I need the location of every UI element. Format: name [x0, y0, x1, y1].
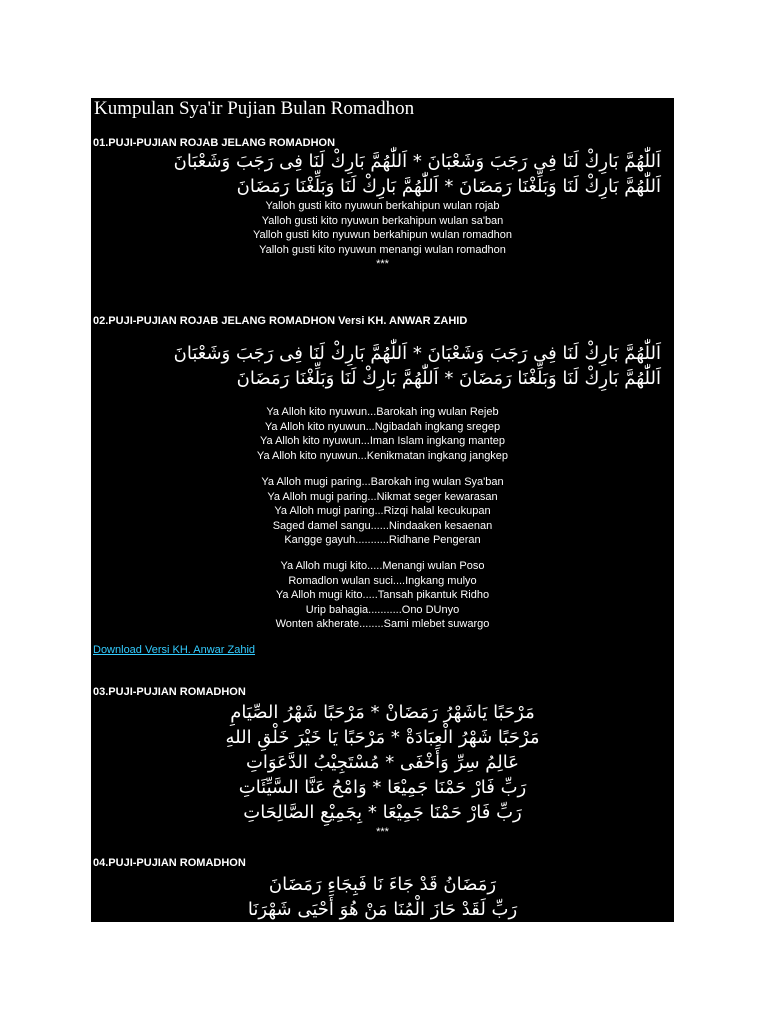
- separator: ***: [376, 258, 389, 270]
- text-line: Saged damel sangu......Nindaaken kesaenan: [272, 519, 493, 532]
- text-line: Ya Alloh mugi paring...Nikmat seger kewarasan: [267, 490, 498, 503]
- document-page: [91, 98, 674, 922]
- section-2-heading: 02.PUJI-PUJIAN ROJAB JELANG ROMADHON Versi KH. ANWAR ZAHID: [93, 315, 468, 327]
- arabic-line: رَمَضَانُ قَدْ جَاءَ نَا فَبِجَاءِ رَمَضَانَ: [268, 874, 497, 895]
- text-line: Yalloh gusti kito nyuwun berkahipun wulan romadhon: [252, 229, 513, 241]
- arabic-line: رَبِّ فَارْ حَمْنَا جَمِيْعَا * بِجَمِيْعِ الصَّالِحَاتِ: [243, 802, 522, 823]
- section-1-lines: [91, 199, 674, 272]
- arabic-line: اَللّٰهُمَّ بَارِكْ لَنَا فِى رَجَبَ وَشَعْبَانَ * اَللّٰهُمَّ بَارِكْ لَنَا فِى رَجَبَ وَشَعْبَانَ: [173, 343, 661, 364]
- page-title: Kumpulan Sya'ir Pujian Bulan Romadhon: [94, 98, 415, 119]
- text-line: Ya Alloh mugi paring...Barokah ing wulan Sya'ban: [261, 476, 504, 488]
- section-4-heading: 04.PUJI-PUJIAN ROMADHON: [93, 857, 246, 869]
- text-line: Kangge gayuh...........Ridhane Pengeran: [284, 534, 481, 546]
- text-line: Romadlon wulan suci....Ingkang mulyo: [288, 574, 477, 587]
- text-line: Wonten akherate........Sami mlebet suwargo: [275, 618, 490, 630]
- text-line: Ya Alloh mugi kito.....Tansah pikantuk Ridho: [275, 589, 490, 601]
- section-4-arabic: [91, 872, 674, 922]
- section-3-arabic: [91, 700, 674, 825]
- text-line: Ya Alloh mugi kito.....Menangi wulan Poso: [280, 560, 485, 572]
- text-line: Ya Alloh kito nyuwun...Kenikmatan ingkang jangkep: [256, 449, 509, 462]
- text-line: Ya Alloh kito nyuwun...Iman Islam ingkang mantep: [260, 435, 505, 447]
- text-line: Ya Alloh kito nyuwun...Barokah ing wulan Rejeb: [266, 406, 499, 418]
- arabic-line: عَالِمُ سِرِّ وَأَخْفَى * مُسْتَجِيْبُ الدَّعَوَاتِ: [245, 752, 519, 773]
- section-2-arabic: [91, 341, 661, 391]
- text-line: Yalloh gusti kito nyuwun menangi wulan romadhon: [259, 243, 506, 256]
- section-1-heading: 01.PUJI-PUJIAN ROJAB JELANG ROMADHON: [93, 137, 336, 149]
- download-link[interactable]: Download Versi KH. Anwar Zahid: [93, 644, 256, 656]
- arabic-line: اَللّٰهُمَّ بَارِكْ لَنَا وَبَلِّغْنَا رَمَضَانَ * اَللّٰهُمَّ بَارِكْ لَنَا وَبَلِّغْنَا رَمَضَانَ: [236, 176, 661, 197]
- text-line: Ya Alloh mugi paring...Rizqi halal kecukupan: [274, 505, 491, 517]
- arabic-line: اَللّٰهُمَّ بَارِكْ لَنَا فِى رَجَبَ وَشَعْبَانَ * اَللّٰهُمَّ بَارِكْ لَنَا فِى رَجَبَ وَشَعْبَانَ: [173, 151, 661, 172]
- text-line: Ya Alloh kito nyuwun...Ngibadah ingkang sregep: [264, 420, 501, 433]
- arabic-line: مَرْحَبًا شَهْرُ الْعِبَادَةْ * مَرْحَبًا يَا خَيْرَ خَلْقِ اللهِ: [225, 727, 540, 748]
- arabic-line: اَللّٰهُمَّ بَارِكْ لَنَا وَبَلِّغْنَا رَمَضَانَ * اَللّٰهُمَّ بَارِكْ لَنَا وَبَلِّغْنَا رَمَضَانَ: [236, 368, 661, 389]
- section-3-separator: [91, 825, 674, 840]
- arabic-line: رَبِّ فَارْ حَمْنَا جَمِيْعَا * وَامْحُ عَنَّا السَّيِّئَاتِ: [238, 777, 527, 798]
- separator: ***: [376, 826, 389, 838]
- section-1-arabic: [91, 149, 661, 199]
- section-2-stanza-3: [91, 559, 674, 632]
- arabic-line: مَرْحَبًا يَاشَهْرُ رَمَضَانْ * مَرْحَبًا شَهْرُ الصِّيَامِ: [230, 702, 535, 723]
- arabic-line: رَبِّ لَقَدْ حَازَ الْمُنَا مَنْ هُوَ أَحْيَى شَهْرَنَا: [247, 899, 518, 920]
- text-line: Yalloh gusti kito nyuwun berkahipun wulan rojab: [265, 200, 500, 212]
- section-2-stanza-2: [91, 475, 674, 548]
- section-2-stanza-1: [91, 405, 674, 463]
- text-line: Urip bahagia...........Ono DUnyo: [305, 603, 460, 616]
- section-3-heading: 03.PUJI-PUJIAN ROMADHON: [93, 686, 246, 698]
- text-line: Yalloh gusti kito nyuwun berkahipun wulan sa'ban: [261, 214, 504, 227]
